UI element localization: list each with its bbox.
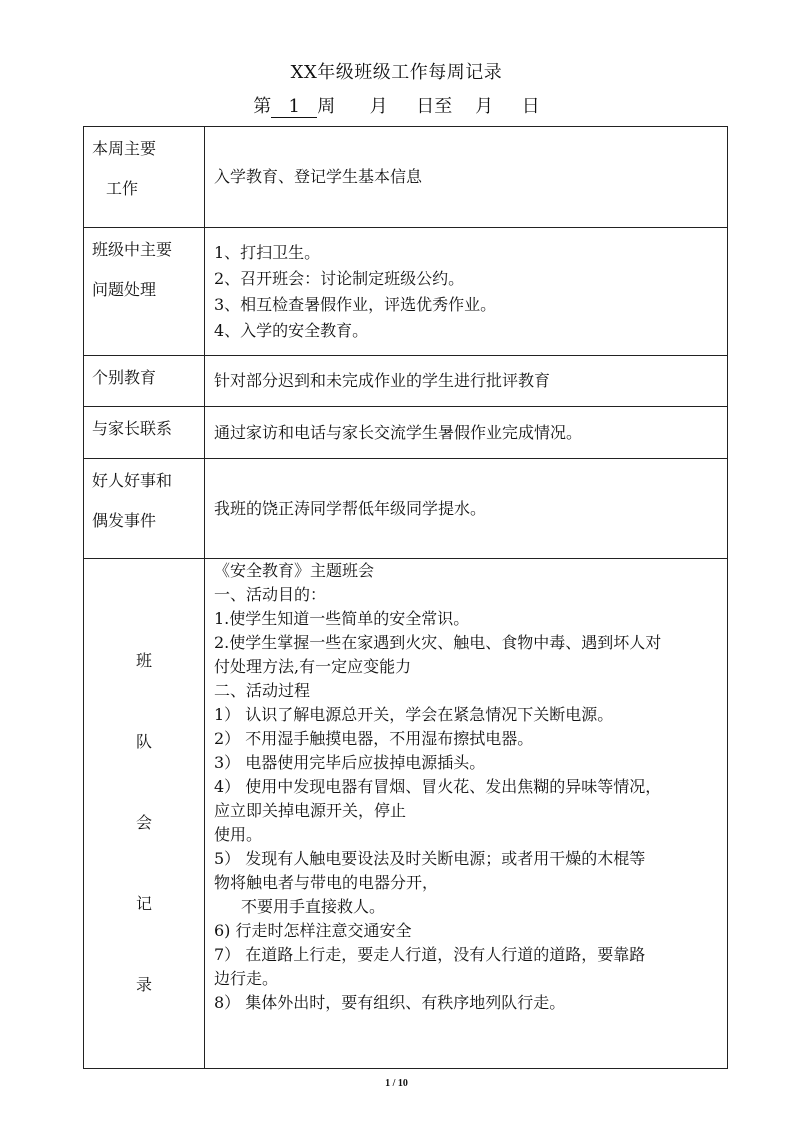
label-good-deeds-line-1: 好人好事和 bbox=[92, 471, 173, 490]
label-meeting-char: 会 bbox=[135, 813, 152, 832]
label-issues bbox=[84, 228, 205, 356]
page-number: 1 / 10 bbox=[385, 1078, 408, 1089]
label-main-work bbox=[84, 127, 205, 228]
document-title: XX年级班级工作每周记录 bbox=[290, 62, 503, 83]
label-good-deeds bbox=[84, 459, 205, 559]
issue-item: 3、相互检查暑假作业，评选优秀作业。 bbox=[214, 295, 497, 314]
content-issues bbox=[205, 228, 728, 356]
label-main-work-line-1: 本周主要 bbox=[92, 139, 157, 158]
row-main-work bbox=[84, 127, 728, 228]
meeting-line: 应立即关掉电源开关，停止 bbox=[214, 801, 407, 820]
meeting-line: 二、活动过程 bbox=[214, 681, 311, 700]
issue-item: 2、召开班会：讨论制定班级公约。 bbox=[214, 269, 465, 288]
row-good-deeds bbox=[84, 459, 728, 559]
row-individual bbox=[84, 356, 728, 407]
label-meeting-char: 录 bbox=[135, 975, 152, 994]
row-parents bbox=[84, 407, 728, 459]
week-prefix: 第 bbox=[253, 96, 272, 117]
row-meeting bbox=[84, 559, 728, 1069]
week-number: 1 bbox=[271, 97, 317, 118]
meeting-line: 7） 在道路上行走，要走人行道，没有人行道的道路，要靠路 bbox=[214, 945, 646, 964]
week-date-range: 周 月 日至 月 日 bbox=[317, 96, 540, 117]
content-meeting bbox=[205, 559, 728, 1069]
weekly-record-table bbox=[83, 126, 728, 1069]
meeting-line: 5） 发现有人触电要设法及时关断电源；或者用干燥的木棍等 bbox=[214, 849, 646, 868]
label-meeting-char: 队 bbox=[135, 732, 152, 751]
meeting-line: 6) 行走时怎样注意交通安全 bbox=[214, 921, 412, 940]
label-meeting-char: 记 bbox=[135, 894, 152, 913]
label-issues-line-1: 班级中主要 bbox=[92, 240, 173, 259]
meeting-line: 8） 集体外出时，要有组织、有秩序地列队行走。 bbox=[214, 993, 566, 1012]
issue-item: 1、打扫卫生。 bbox=[214, 243, 321, 262]
meeting-line: 付处理方法,有一定应变能力 bbox=[214, 657, 412, 676]
issue-item: 4、入学的安全教育。 bbox=[214, 321, 369, 340]
meeting-line: 2） 不用湿手触摸电器，不用湿布擦拭电器。 bbox=[214, 729, 534, 748]
label-meeting-char: 班 bbox=[135, 651, 152, 670]
meeting-line: 不要用手直接救人。 bbox=[241, 897, 386, 916]
meeting-line: 《安全教育》主题班会 bbox=[214, 561, 375, 580]
meeting-line: 4） 使用中发现电器有冒烟、冒火花、发出焦糊的异味等情况， bbox=[214, 777, 662, 796]
label-parents: 与家长联系 bbox=[84, 407, 205, 459]
meeting-line: 使用。 bbox=[214, 825, 263, 844]
meeting-line: 3） 电器使用完毕后应拔掉电源插头。 bbox=[214, 753, 486, 772]
meeting-line: 一、活动目的： bbox=[214, 585, 327, 604]
label-issues-line-2: 问题处理 bbox=[92, 280, 157, 299]
meeting-line: 2.使学生掌握一些在家遇到火灾、触电、食物中毒、遇到坏人对 bbox=[214, 633, 662, 652]
meeting-line: 边行走。 bbox=[214, 969, 279, 988]
week-line bbox=[0, 92, 793, 118]
content-good-deeds: 我班的饶正涛同学帮低年级同学提水。 bbox=[205, 459, 728, 559]
meeting-line: 1.使学生知道一些简单的安全常识。 bbox=[214, 609, 470, 628]
content-individual: 针对部分迟到和未完成作业的学生进行批评教育 bbox=[205, 356, 728, 407]
meeting-line: 物将触电者与带电的电器分开， bbox=[214, 873, 439, 892]
label-main-work-line-2: 工作 bbox=[106, 179, 139, 198]
row-issues bbox=[84, 228, 728, 356]
content-parents: 通过家访和电话与家长交流学生暑假作业完成情况。 bbox=[205, 407, 728, 459]
content-main-work: 入学教育、登记学生基本信息 bbox=[205, 127, 728, 228]
label-individual: 个别教育 bbox=[84, 356, 205, 407]
meeting-line: 1） 认识了解电源总开关，学会在紧急情况下关断电源。 bbox=[214, 705, 614, 724]
label-good-deeds-line-2: 偶发事件 bbox=[92, 511, 157, 530]
label-meeting bbox=[84, 559, 205, 1069]
